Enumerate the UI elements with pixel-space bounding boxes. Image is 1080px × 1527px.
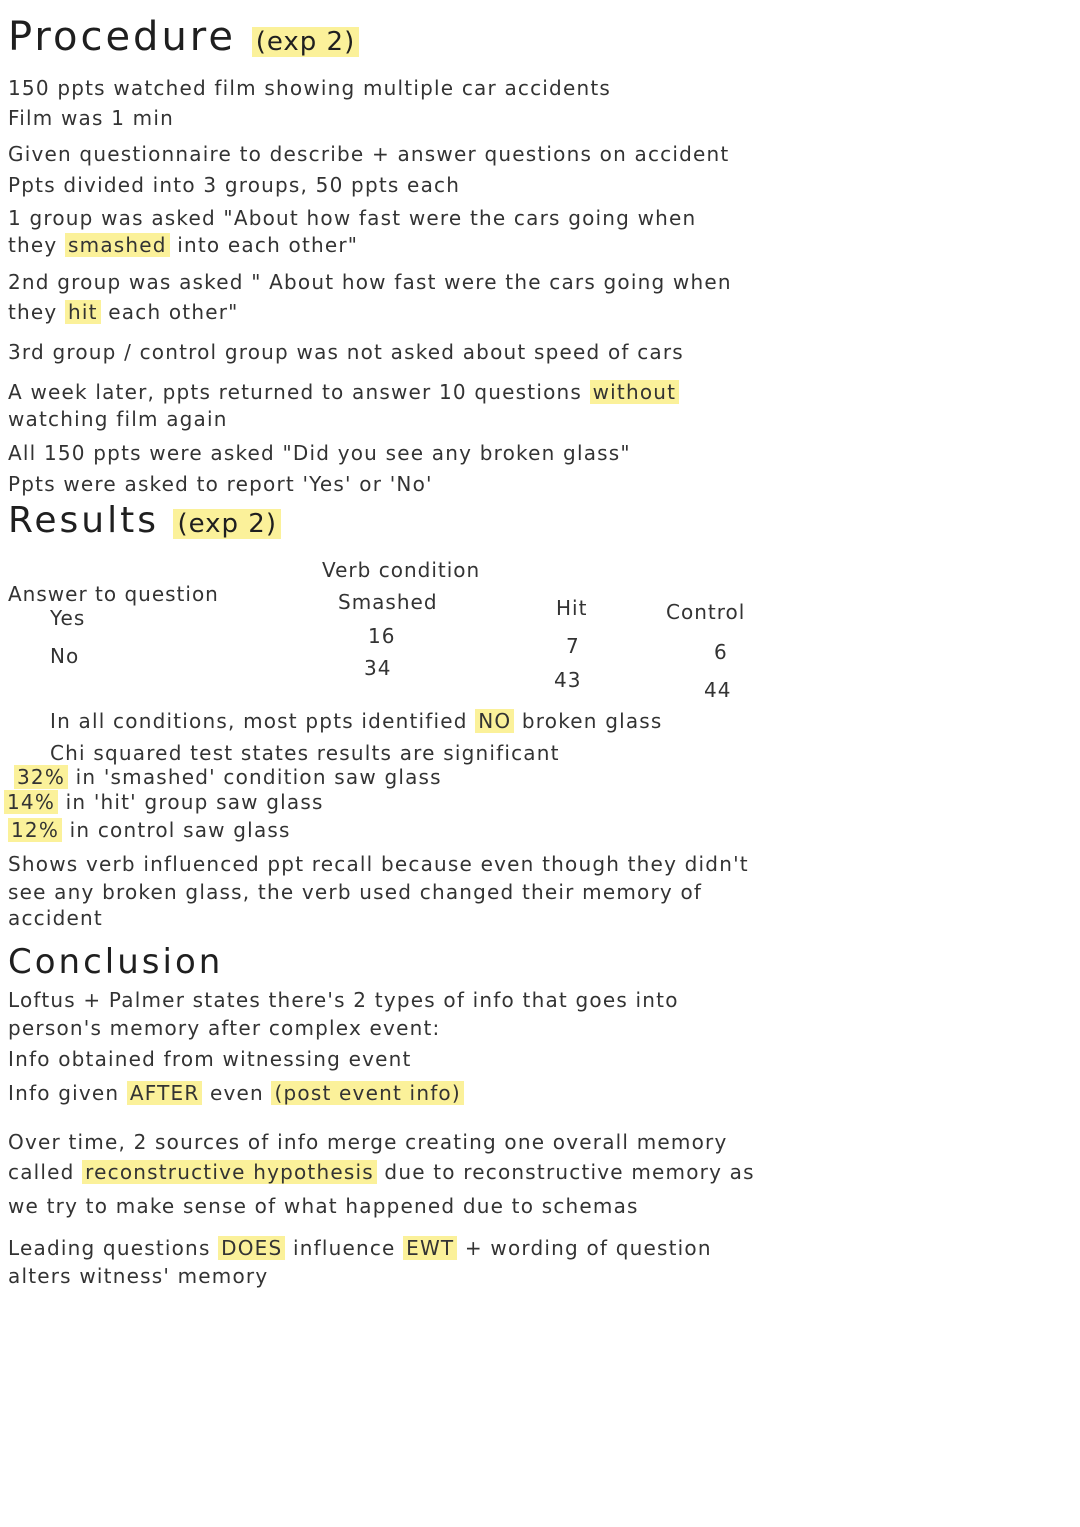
results-tag: (exp 2) bbox=[173, 509, 281, 539]
pct-12-highlight: 12% bbox=[8, 818, 62, 842]
results-line-1 bbox=[50, 709, 663, 733]
results-line-5 bbox=[8, 818, 291, 842]
conclusion-line-8-mid: influence bbox=[292, 1236, 396, 1260]
verb-condition-label: Verb condition bbox=[322, 558, 481, 582]
conclusion-line-7: we try to make sense of what happened due to schemas bbox=[8, 1194, 639, 1218]
without-highlight: without bbox=[590, 380, 680, 404]
conclusion-line-6 bbox=[8, 1160, 755, 1184]
post-event-info-highlight: (post event info) bbox=[271, 1081, 463, 1105]
they-word-2: they bbox=[8, 300, 58, 324]
smashed-highlight: smashed bbox=[65, 233, 170, 257]
answer-label: Answer to question bbox=[8, 582, 219, 606]
conclusion-line-6-post: due to reconstructive memory as bbox=[384, 1160, 755, 1184]
cell-no-control: 44 bbox=[704, 678, 732, 702]
results-line-5-post: in control saw glass bbox=[69, 818, 291, 842]
conclusion-line-1: Loftus + Palmer states there's 2 types of info that goes into bbox=[8, 988, 679, 1012]
procedure-line-11: watching film again bbox=[8, 407, 228, 431]
conclusion-line-4-pre: Info given bbox=[8, 1081, 120, 1105]
conclusion-line-9: alters witness' memory bbox=[8, 1264, 269, 1288]
conclusion-line-8 bbox=[8, 1236, 712, 1260]
cell-yes-hit: 7 bbox=[566, 634, 580, 658]
procedure-line-6-end: into each other" bbox=[177, 233, 359, 257]
results-line-4-post: in 'hit' group saw glass bbox=[65, 790, 324, 814]
col-smashed: Smashed bbox=[338, 590, 438, 614]
conclusion-line-8-pre: Leading questions bbox=[8, 1236, 211, 1260]
procedure-title: Procedure bbox=[8, 14, 236, 60]
results-line-6: Shows verb influenced ppt recall because even though they didn't bbox=[8, 852, 749, 876]
procedure-line-4: Ppts divided into 3 groups, 50 ppts each bbox=[8, 173, 461, 197]
col-control: Control bbox=[666, 600, 746, 624]
results-line-4 bbox=[4, 790, 324, 814]
procedure-line-10-text: A week later, ppts returned to answer 10 questions bbox=[8, 380, 583, 404]
reconstructive-hypothesis-highlight: reconstructive hypothesis bbox=[82, 1160, 377, 1184]
procedure-line-1: 150 ppts watched film showing multiple car accidents bbox=[8, 76, 611, 100]
row-yes-label: Yes bbox=[50, 606, 86, 630]
they-word-1: they bbox=[8, 233, 58, 257]
results-line-3-post: in 'smashed' condition saw glass bbox=[75, 765, 442, 789]
hit-highlight: hit bbox=[65, 300, 101, 324]
procedure-line-5: 1 group was asked "About how fast were the cars going when bbox=[8, 206, 697, 230]
after-highlight: AFTER bbox=[127, 1081, 203, 1105]
cell-yes-smashed: 16 bbox=[368, 624, 396, 648]
conclusion-line-2: person's memory after complex event: bbox=[8, 1016, 441, 1040]
does-highlight: DOES bbox=[218, 1236, 285, 1260]
procedure-line-13: Ppts were asked to report 'Yes' or 'No' bbox=[8, 472, 433, 496]
procedure-line-8 bbox=[8, 300, 239, 324]
results-heading bbox=[8, 500, 281, 541]
results-line-8: accident bbox=[8, 906, 103, 930]
results-line-7: see any broken glass, the verb used changed their memory of bbox=[8, 880, 703, 904]
cell-no-hit: 43 bbox=[554, 668, 582, 692]
conclusion-line-6-pre: called bbox=[8, 1160, 75, 1184]
row-no-label: No bbox=[50, 644, 80, 668]
conclusion-line-8-post: + wording of question bbox=[464, 1236, 712, 1260]
conclusion-line-3: Info obtained from witnessing event bbox=[8, 1047, 412, 1071]
procedure-line-7: 2nd group was asked " About how fast were the cars going when bbox=[8, 270, 732, 294]
col-hit: Hit bbox=[556, 596, 588, 620]
results-line-1-pre: In all conditions, most ppts identified bbox=[50, 709, 468, 733]
conclusion-line-4-mid: even bbox=[210, 1081, 264, 1105]
conclusion-line-4 bbox=[8, 1081, 464, 1105]
results-title: Results bbox=[8, 500, 159, 541]
conclusion-line-5: Over time, 2 sources of info merge creating one overall memory bbox=[8, 1130, 728, 1154]
pct-14-highlight: 14% bbox=[4, 790, 58, 814]
results-line-3 bbox=[14, 765, 442, 789]
procedure-line-2: Film was 1 min bbox=[8, 106, 174, 130]
procedure-line-8-end: each other" bbox=[108, 300, 239, 324]
ewt-highlight: EWT bbox=[403, 1236, 457, 1260]
cell-yes-control: 6 bbox=[714, 640, 728, 664]
procedure-line-12: All 150 ppts were asked "Did you see any broken glass" bbox=[8, 441, 631, 465]
results-line-2: Chi squared test states results are significant bbox=[50, 741, 560, 765]
cell-no-smashed: 34 bbox=[364, 656, 392, 680]
procedure-line-9: 3rd group / control group was not asked about speed of cars bbox=[8, 340, 684, 364]
no-highlight: NO bbox=[475, 709, 514, 733]
procedure-heading bbox=[8, 14, 359, 60]
procedure-line-3: Given questionnaire to describe + answer questions on accident bbox=[8, 142, 730, 166]
procedure-line-10 bbox=[8, 380, 679, 404]
procedure-tag: (exp 2) bbox=[252, 27, 360, 57]
pct-32-highlight: 32% bbox=[14, 765, 68, 789]
conclusion-heading: Conclusion bbox=[8, 942, 224, 982]
procedure-line-6 bbox=[8, 233, 358, 257]
results-line-1-post: broken glass bbox=[521, 709, 663, 733]
